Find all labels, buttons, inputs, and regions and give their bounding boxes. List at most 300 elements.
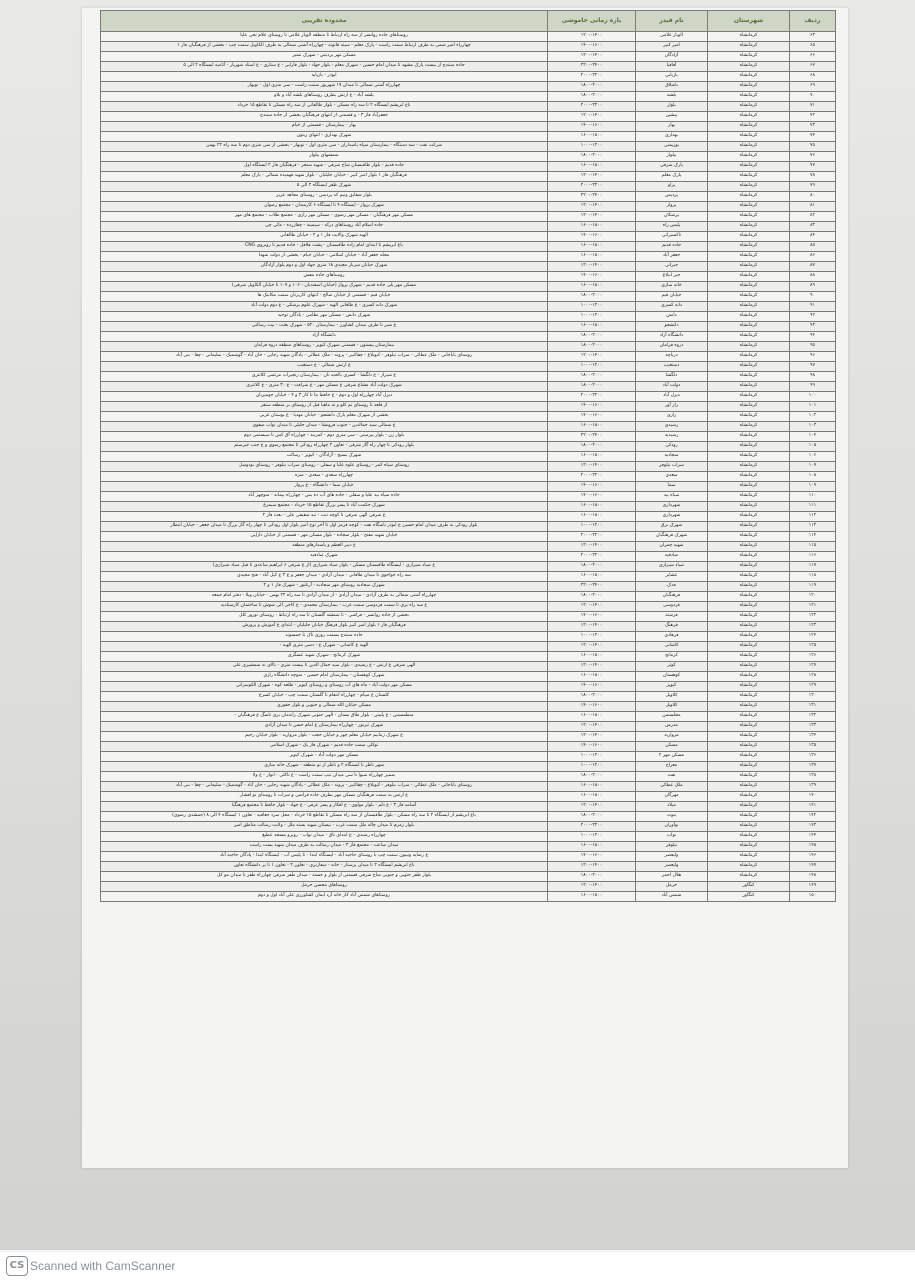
- row-number-cell: ۱۴۰: [790, 792, 836, 802]
- feeder-cell: مروارید: [636, 732, 708, 742]
- time-range-cell: ۱۶۰۰-۱۸۰۰: [548, 572, 636, 582]
- row-number-cell: ۸۴: [790, 232, 836, 242]
- row-number-cell: ۱۰۲: [790, 412, 836, 422]
- table-row: [101, 282, 836, 292]
- table-row: [101, 322, 836, 332]
- table-row: [101, 712, 836, 722]
- city-cell: کرمانشاه: [708, 742, 790, 752]
- feeder-cell: پرواز: [636, 202, 708, 212]
- row-number-cell: ۱۲۷: [790, 662, 836, 672]
- area-cell: ع شمالی سید جمالدین - جنوب فرونشا - میدان جلیلی تا میدان نواب صفوی: [101, 422, 548, 432]
- time-range-cell: ۱۲۰۰-۱۴۰۰: [548, 662, 636, 672]
- table-row: [101, 192, 836, 202]
- city-cell: کرمانشاه: [708, 562, 790, 572]
- time-range-cell: ۱۲۰۰-۱۴۰۰: [548, 862, 636, 872]
- city-cell: کرمانشاه: [708, 32, 790, 42]
- time-range-cell: ۱۶۰۰-۱۸۰۰: [548, 512, 636, 522]
- area-cell: بلوار زمزم تا میدان چاله ملل سمت غرب - بیستان شهید بسته ملل - ولایت رسالت مناطق امیر: [101, 822, 548, 832]
- city-cell: کرمانشاه: [708, 222, 790, 232]
- city-cell: کرمانشاه: [708, 252, 790, 262]
- row-number-cell: ۱۲۵: [790, 642, 836, 652]
- area-cell: آشامه فاز ۳ - ع دلم - بلوار مولوی - ع افکار و پسر عرفی - ع جهاد - بلوار حافظ تا مجتمع فرهنگیا: [101, 802, 548, 812]
- row-number-cell: ۱۱۹: [790, 582, 836, 592]
- area-cell: جعفرآباد فاز ۳ - و قسمتی از انتهای فرهنگیان بخشی از جاده سنندج: [101, 112, 548, 122]
- time-range-cell: ۱۸۰۰-۲۰۰۰: [548, 692, 636, 702]
- time-range-cell: ۱۲۰۰-۱۴۰۰: [548, 212, 636, 222]
- row-number-cell: ۱۴۱: [790, 802, 836, 812]
- area-cell: شهرک بسیج - آزادگان - کیوپر - رسالت: [101, 452, 548, 462]
- row-number-cell: ۱۳۲: [790, 712, 836, 722]
- time-range-cell: ۲۲۰۰-۲۴۰۰: [548, 582, 636, 592]
- row-number-cell: ۶۹: [790, 82, 836, 92]
- table-row: [101, 262, 836, 272]
- area-cell: جاده سیاه بید علیا و سفلی - جاده های آب ده بس - چهارراه بیمانه - منوچهر آباد: [101, 492, 548, 502]
- area-cell: ع صیاد شیرازی - ایستگاه طاقبستان مسکن - بلوار صیاد شیرازی (از ع شرقی ۶ ابراهیم ساعدی تا قبل صیاد شیرازی): [101, 562, 548, 572]
- row-number-cell: ۱۱۸: [790, 572, 836, 582]
- row-number-cell: ۱۴۵: [790, 842, 836, 852]
- area-cell: بلشه آباد - ع ارتش بطرف روستاهای بلشه آباد و بلاو: [101, 92, 548, 102]
- feeder-cell: بوزیمنی: [636, 142, 708, 152]
- time-range-cell: ۱۶۰۰-۱۸۰۰: [548, 892, 636, 902]
- feeder-cell: جاده قدیم: [636, 242, 708, 252]
- time-range-cell: ۲۰۰۰-۲۲۰۰: [548, 822, 636, 832]
- city-cell: کرمانشاه: [708, 92, 790, 102]
- feeder-cell: نوآوران: [636, 822, 708, 832]
- city-cell: کرمانشاه: [708, 602, 790, 612]
- area-cell: ع شیراز - ع دلگشا - کسری بالحیه نان - بیمارستان زنجیراب مرتضی کلانتری: [101, 372, 548, 382]
- table-row: [101, 752, 836, 762]
- area-cell: خیابان شهید مفتح - بلوار سجاده - بلوار مسکن مهر - قسمتی از خیابان داراپی: [101, 532, 548, 542]
- feeder-cell: دانشگاه آزاد: [636, 332, 708, 342]
- city-cell: کرمانشاه: [708, 782, 790, 792]
- area-cell: بلوار رودکی به طرف میدان امام حسین ع ابوذر باشگاه نفت - کوچه قرمز اول تا آخر نوح امیر بلوار اول رودکی تا چهار راه گاز بزرگ تا میدان جعفر - خیابان انتظار: [101, 522, 548, 532]
- time-range-cell: ۱۸۰۰-۲۰۰۰: [548, 592, 636, 602]
- row-number-cell: ۱۱۷: [790, 562, 836, 572]
- feeder-cell: بهار: [636, 122, 708, 132]
- table-row: [101, 772, 836, 782]
- city-cell: کرمانشاه: [708, 762, 790, 772]
- city-cell: کرمانشاه: [708, 152, 790, 162]
- row-number-cell: ۱۳۳: [790, 722, 836, 732]
- table-row: [101, 332, 836, 342]
- feeder-cell: کیوپر: [636, 682, 708, 692]
- table-row: [101, 882, 836, 892]
- feeder-cell: پزشکان: [636, 212, 708, 222]
- feeder-cell: امیر کبیر: [636, 42, 708, 52]
- row-number-cell: ۷۸: [790, 172, 836, 182]
- row-number-cell: ۱۲۲: [790, 612, 836, 622]
- time-range-cell: ۱۸۰۰-۲۰۰۰: [548, 82, 636, 92]
- area-cell: جاده سنندج از بیست پارک مشهد تا میدان امام حسین - شهرک معلم - بلوار جهاد - بلوار فارابی - ع ستاری - ع استاد شهریار - آتامیه ایستگاه ۲ الی ۵: [101, 62, 548, 72]
- row-number-cell: ۸۳: [790, 222, 836, 232]
- feeder-cell: رشیدیه: [636, 432, 708, 442]
- city-cell: کرمانشاه: [708, 802, 790, 812]
- row-number-cell: ۹۲: [790, 312, 836, 322]
- area-cell: الهیه شهرک والایت فاز ۱ و ۲ - خیابان طالقانی: [101, 232, 548, 242]
- area-cell: شهرک دانه کسری - ع طاقانی الهیه - شهرک علوم پزشکی - ع دوم دولت آباد: [101, 302, 548, 312]
- feeder-cell: دانشجو: [636, 322, 708, 332]
- feeder-cell: ولیعصر: [636, 862, 708, 872]
- time-range-cell: ۱۶۰۰-۱۸۰۰: [548, 282, 636, 292]
- row-number-cell: ۷۶: [790, 152, 836, 162]
- city-cell: کرمانشاه: [708, 572, 790, 582]
- area-cell: منطمستین - ع پلیس - بلوار طاق بستان - الهی جنوبی شهرک راندمان بری تاشگ ع فرهنگیان -: [101, 712, 548, 722]
- feeder-cell: فرشته: [636, 612, 708, 622]
- feeder-cell: کلاویل: [636, 702, 708, 712]
- table-row: [101, 202, 836, 212]
- feeder-cell: حرمل: [636, 882, 708, 892]
- time-range-cell: ۱۲۰۰-۱۴۰۰: [548, 462, 636, 472]
- feeder-cell: دروه فرامان: [636, 342, 708, 352]
- row-number-cell: ۹۰: [790, 292, 836, 302]
- time-range-cell: ۱۶۰۰-۱۸۰۰: [548, 222, 636, 232]
- area-cell: محله جعفر آباد - خیابان اسلامی - خیابان خیام - بخشی از دولت شهدا: [101, 252, 548, 262]
- city-cell: کرمانشاه: [708, 652, 790, 662]
- time-range-cell: ۲۰۰۰-۲۲۰۰: [548, 472, 636, 482]
- city-cell: کرمانشاه: [708, 812, 790, 822]
- row-number-cell: ۷۵: [790, 142, 836, 152]
- time-range-cell: ۱۴۰۰-۱۶۰۰: [548, 272, 636, 282]
- area-cell: روستای باباجانی - ملک عطائی - سراب نیلوفر - کیوبلاغ - چقاکبیر - پروند - ملک عطائی - پادگان شهید رجایی - خان آباد - گوشمیک - سلیمانی - چقا - بنی آباد: [101, 352, 548, 362]
- city-cell: کرمانشاه: [708, 462, 790, 472]
- area-cell: شهرک پرواز - ایستگاه ۴ تا ایستگاه ۶ کارمندان - مجتمع رضوان: [101, 202, 548, 212]
- table-row: [101, 642, 836, 652]
- feeder-cell: عشایر: [636, 572, 708, 582]
- feeder-cell: پارک شرقی: [636, 162, 708, 172]
- row-number-cell: ۱۲۸: [790, 672, 836, 682]
- table-row: [101, 52, 836, 62]
- row-number-cell: ۶۶: [790, 52, 836, 62]
- feeder-cell: جیر انبلاغ: [636, 272, 708, 282]
- feeder-cell: شهید چمران: [636, 542, 708, 552]
- time-range-cell: ۱۲۰۰-۱۴۰۰: [548, 262, 636, 272]
- feeder-cell: دلگشا: [636, 372, 708, 382]
- row-number-cell: ۱۴۹: [790, 882, 836, 892]
- table-row: [101, 442, 836, 452]
- row-number-cell: ۱۵۰: [790, 892, 836, 902]
- feeder-cell: نیلوفر: [636, 842, 708, 852]
- time-range-cell: ۲۲۰۰-۲۴۰۰: [548, 432, 636, 442]
- city-cell: کرمانشاه: [708, 302, 790, 312]
- city-cell: کرمانشاه: [708, 422, 790, 432]
- city-cell: کرمانشاه: [708, 872, 790, 882]
- table-row: [101, 82, 836, 92]
- feeder-cell: دیزل آباد: [636, 392, 708, 402]
- city-cell: کرمانشاه: [708, 452, 790, 462]
- table-row: [101, 672, 836, 682]
- feeder-cell: مخلستس: [636, 712, 708, 722]
- area-cell: بلوار ظفر جنوبی و جنوبی شاخ شرقی قسمتی از بلوار و جسته - میدان ظفر شرقی چهارراه ظفر تا میدان مو کل: [101, 872, 548, 882]
- feeder-cell: دانش: [636, 312, 708, 322]
- time-range-cell: ۱۴۰۰-۱۶۰۰: [548, 42, 636, 52]
- time-range-cell: ۱۴۰۰-۱۶۰۰: [548, 482, 636, 492]
- area-cell: روستاهای جاده بنفش: [101, 272, 548, 282]
- row-number-cell: ۸۲: [790, 212, 836, 222]
- time-range-cell: ۱۶۰۰-۱۸۰۰: [548, 452, 636, 462]
- city-cell: کرمانشاه: [708, 42, 790, 52]
- area-cell: ع دبیر العظم و پاسدارهای منطقه: [101, 542, 548, 552]
- city-cell: کرمانشاه: [708, 502, 790, 512]
- row-number-cell: ۱۴۶: [790, 852, 836, 862]
- table-row: [101, 582, 836, 592]
- area-cell: الهیه ع کاشانی - شهرک ع - دسی متری الهیه -: [101, 642, 548, 652]
- time-range-cell: ۱۶۰۰-۱۸۰۰: [548, 162, 636, 172]
- city-cell: کرمانشاه: [708, 642, 790, 652]
- area-cell: مسکن مهر پردیس - شهرک ممیز: [101, 52, 548, 62]
- row-number-cell: ۹۳: [790, 322, 836, 332]
- row-number-cell: ۱۰۱: [790, 402, 836, 412]
- feeder-cell: سما: [636, 482, 708, 492]
- time-range-cell: ۲۰۰۰-۲۲۰۰: [548, 102, 636, 112]
- table-row: [101, 412, 836, 422]
- feeder-cell: بیشین: [636, 112, 708, 122]
- area-cell: شهرک کوهستان - بیمارستان امام حسین - منوچه دانشگاه رازی: [101, 672, 548, 682]
- feeder-cell: سعدی: [636, 472, 708, 482]
- table-row: [101, 112, 836, 122]
- feeder-cell: پردیس: [636, 192, 708, 202]
- city-cell: کرمانشاه: [708, 852, 790, 862]
- area-cell: باغ ابریشم از ایستگاه ۲ تا سه راه مسکن - بلوار طاقبستان از سه راه مسکن تا تقاطع ۱۵ خرداد - محل سرد جعافیه - تعاون ۱ ایستگاه ۴ الی ۸ (جمشدی رضوی): [101, 812, 548, 822]
- feeder-cell: رازی: [636, 412, 708, 422]
- table-row: [101, 832, 836, 842]
- time-range-cell: ۱۰۰۰-۱۲۰۰: [548, 312, 636, 322]
- table-row: [101, 842, 836, 852]
- city-cell: کرمانشاه: [708, 352, 790, 362]
- area-cell: شمشهای بیلوار: [101, 152, 548, 162]
- feeder-cell: مسکن مهر ۲: [636, 752, 708, 762]
- city-cell: کرمانشاه: [708, 362, 790, 372]
- city-cell: کرمانشاه: [708, 472, 790, 482]
- time-range-cell: ۱۰۰۰-۱۲۰۰: [548, 752, 636, 762]
- city-cell: کرمانشاه: [708, 202, 790, 212]
- table-row: [101, 872, 836, 882]
- area-cell: میدان ساعت - مجتمع فاز ۳ - میدان رسالت به طرف میدان شهید بست راست: [101, 842, 548, 852]
- row-number-cell: ۸۱: [790, 202, 836, 212]
- row-number-cell: ۶۷: [790, 62, 836, 72]
- feeder-cell: تاکسیرانی: [636, 232, 708, 242]
- table-row: [101, 472, 836, 482]
- area-cell: سه راه خواجوی تا میدان طاقانی - میدان آزادی - میدان جعفر و ع ۳ ع کیل آباد - فتح مجیدی: [101, 572, 548, 582]
- city-cell: کرمانشاه: [708, 272, 790, 282]
- area-cell: چهارراه رشیدی - ع ابتدای تاق - میدان نواب - روبرو مسجد عطیع: [101, 832, 548, 842]
- time-range-cell: ۱۴۰۰-۱۶۰۰: [548, 402, 636, 412]
- table-row: [101, 72, 836, 82]
- header-area: محدوده تقریبی: [101, 11, 548, 32]
- time-range-cell: ۲۰۰۰-۲۲۰۰: [548, 552, 636, 562]
- city-cell: کرمانشاه: [708, 532, 790, 542]
- table-row: [101, 102, 836, 112]
- city-cell: کرمانشاه: [708, 492, 790, 502]
- row-number-cell: ۱۲۰: [790, 592, 836, 602]
- city-cell: کرمانشاه: [708, 282, 790, 292]
- city-cell: کرمانشاه: [708, 162, 790, 172]
- area-cell: شهرک دولت آباد مشاع شرقی ع مسکن مهر - ع شرافت - ع ۳۰ متری - ع کلانتری: [101, 382, 548, 392]
- row-number-cell: ۱۳۱: [790, 702, 836, 712]
- time-range-cell: ۱۰۰۰-۱۲۰۰: [548, 522, 636, 532]
- city-cell: کرمانشاه: [708, 442, 790, 452]
- row-number-cell: ۸۵: [790, 242, 836, 252]
- feeder-cell: سجادیه: [636, 452, 708, 462]
- city-cell: کرمانشاه: [708, 242, 790, 252]
- city-cell: کرمانشاه: [708, 62, 790, 72]
- feeder-cell: شهرداری: [636, 502, 708, 512]
- header-city: شهرستان: [708, 11, 790, 32]
- table-row: [101, 682, 836, 692]
- time-range-cell: ۲۰۰۰-۲۲۰۰: [548, 182, 636, 192]
- time-range-cell: ۱۸۰۰-۲۰۰۰: [548, 372, 636, 382]
- table-row: [101, 692, 836, 702]
- time-range-cell: ۱۶۰۰-۱۸۰۰: [548, 252, 636, 262]
- city-cell: کرمانشاه: [708, 332, 790, 342]
- city-cell: کرمانشاه: [708, 192, 790, 202]
- row-number-cell: ۱۳۶: [790, 752, 836, 762]
- table-row: [101, 142, 836, 152]
- row-number-cell: ۱۳۴: [790, 732, 836, 742]
- table-row: [101, 762, 836, 772]
- row-number-cell: ۸۹: [790, 282, 836, 292]
- row-number-cell: ۱۴۲: [790, 812, 836, 822]
- city-cell: کرمانشاه: [708, 622, 790, 632]
- table-row: [101, 232, 836, 242]
- feeder-cell: کوهستان: [636, 672, 708, 682]
- table-row: [101, 482, 836, 492]
- city-cell: کنگاور: [708, 892, 790, 902]
- area-cell: جاده اسلام آباد روستاهای درکه - سیمینه - چقازرده - مائی چی: [101, 222, 548, 232]
- table-row: [101, 502, 836, 512]
- area-cell: شهرک حکمت آباد تا پسر بزرگ تقاطع ۱۵ خرداد - مجتمع سیمرغ: [101, 502, 548, 512]
- row-number-cell: ۱۱۱: [790, 502, 836, 512]
- row-number-cell: ۹۱: [790, 302, 836, 312]
- table-row: [101, 522, 836, 532]
- area-cell: جاده قدیم - بلوار طاقبستان شاخ شرقی - شهید سنجر - فرهنگیان فاز ۲ ایستگاه اول: [101, 162, 548, 172]
- feeder-cell: معراج: [636, 762, 708, 772]
- area-cell: شهر ناظر تا ایستگاه ۲ و ناظر از تو منطقه - شهرک خانه سازی: [101, 762, 548, 772]
- table-row: [101, 702, 836, 712]
- row-number-cell: ۱۱۳: [790, 522, 836, 532]
- area-cell: مسکن مهر دولت آباد - شهرک کیوپر: [101, 752, 548, 762]
- time-range-cell: ۱۰۰۰-۱۲۰۰: [548, 302, 636, 312]
- feeder-cell: سیاه بید: [636, 492, 708, 502]
- row-number-cell: ۱۰۶: [790, 452, 836, 462]
- row-number-cell: ۹۴: [790, 332, 836, 342]
- feeder-cell: صیاد شیرازی: [636, 562, 708, 572]
- city-cell: کرمانشاه: [708, 792, 790, 802]
- row-number-cell: ۸۰: [790, 192, 836, 202]
- time-range-cell: ۱۲۰۰-۱۴۰۰: [548, 172, 636, 182]
- city-cell: کرمانشاه: [708, 382, 790, 392]
- row-number-cell: ۱۳۷: [790, 762, 836, 772]
- city-cell: کرمانشاه: [708, 412, 790, 422]
- city-cell: کرمانشاه: [708, 702, 790, 712]
- feeder-cell: ملک عطائی: [636, 782, 708, 792]
- area-cell: شرکت نفت - سه دستگاه - بیمارستان سپاه پاسداران - سی متری اول - نوبهار - بخشی از سی متری دوم تا سه راه ۲۲ بهمن: [101, 142, 548, 152]
- area-cell: خیابان قیم - قسمتی از خیابان صالح - انتهای کاربرتان سمت مکانیک ها: [101, 292, 548, 302]
- area-cell: بخشی از شهرک معلم پارک دانشجو - خیابان مهدیا - ع بوستان غربی: [101, 412, 548, 422]
- table-row: [101, 722, 836, 732]
- row-number-cell: ۷۴: [790, 132, 836, 142]
- area-cell: فرهنگیان فاز ۱ بلوار امیر کبیر - خیابان جلیلیان - بلوار شهید فهمیده شمالی - پارک معلم: [101, 172, 548, 182]
- time-range-cell: ۱۸۰۰-۲۰۰۰: [548, 92, 636, 102]
- table-row: [101, 782, 836, 792]
- table-row: [101, 362, 836, 372]
- feeder-cell: شهرک فرهنگیان: [636, 532, 708, 542]
- feeder-cell: ولیعصر: [636, 852, 708, 862]
- feeder-cell: رودکی: [636, 442, 708, 452]
- city-cell: کرمانشاه: [708, 142, 790, 152]
- feeder-cell: هلال احمر: [636, 872, 708, 882]
- feeder-cell: خیابان قیم: [636, 292, 708, 302]
- area-cell: مسکن مهر فرهنگیان - مسکن مهر رضوی - مسکن مهر رازی - مجتمع طلاب - مجتمع های مهر: [101, 212, 548, 222]
- time-range-cell: ۱۲۰۰-۱۴۰۰: [548, 882, 636, 892]
- area-cell: دیزل آباد چهارراه اول و دوم - ع حافظ ما تا کار ۳ و ۴ - خیابان جومیزبان: [101, 392, 548, 402]
- time-range-cell: ۱۸۰۰-۲۰۰۰: [548, 442, 636, 452]
- row-number-cell: ۱۱۲: [790, 512, 836, 522]
- time-range-cell: ۱۰۰۰-۱۲۰۰: [548, 632, 636, 642]
- time-range-cell: ۱۴۰۰-۱۶۰۰: [548, 122, 636, 132]
- city-cell: کرمانشاه: [708, 752, 790, 762]
- table-row: [101, 552, 836, 562]
- feeder-cell: بازیابی: [636, 72, 708, 82]
- area-cell: روستاهای شمس آباد کار خانه آرد ایمان کشاورزی علی آباد اول و دوم: [101, 892, 548, 902]
- time-range-cell: ۱۲۰۰-۱۴۰۰: [548, 732, 636, 742]
- table-row: [101, 342, 836, 352]
- city-cell: کرمانشاه: [708, 122, 790, 132]
- city-cell: کرمانشاه: [708, 172, 790, 182]
- city-cell: کرمانشاه: [708, 832, 790, 842]
- city-cell: کرمانشاه: [708, 722, 790, 732]
- time-range-cell: ۱۸۰۰-۲۰۰۰: [548, 772, 636, 782]
- city-cell: کرمانشاه: [708, 842, 790, 852]
- time-range-cell: ۱۰۰۰-۱۲۰۰: [548, 762, 636, 772]
- city-cell: کرمانشاه: [708, 52, 790, 62]
- feeder-cell: پلیس راه: [636, 222, 708, 232]
- row-number-cell: ۱۰۴: [790, 432, 836, 442]
- table-row: [101, 382, 836, 392]
- table-row: [101, 572, 836, 582]
- time-range-cell: ۱۴۰۰-۱۶۰۰: [548, 412, 636, 422]
- row-number-cell: ۱۱۶: [790, 552, 836, 562]
- table-row: [101, 122, 836, 132]
- city-cell: کنگاور: [708, 882, 790, 892]
- table-row: [101, 622, 836, 632]
- table-row: [101, 242, 836, 252]
- city-cell: کرمانشاه: [708, 402, 790, 412]
- area-cell: چهارراه آشتی شمالی به طرف آزادی - میدان آزادی - از میدان آزادی تا سه راه ۲۲ بهمن - خیابان ویلا - دفتر امام جمعه: [101, 592, 548, 602]
- city-cell: کرمانشاه: [708, 632, 790, 642]
- table-row: [101, 892, 836, 902]
- city-cell: کرمانشاه: [708, 772, 790, 782]
- time-range-cell: ۱۴۰۰-۱۶۰۰: [548, 232, 636, 242]
- feeder-cell: فرهادی: [636, 632, 708, 642]
- feeder-cell: دریاچه: [636, 352, 708, 362]
- area-cell: ع سه راه بری تا سمت فردوسی سمت غرب - بیمارستان محمدی - ع کاخی الی شوش تا ساختمان کارستادیه: [101, 602, 548, 612]
- table-row: [101, 32, 836, 42]
- table-row: [101, 512, 836, 522]
- city-cell: کرمانشاه: [708, 522, 790, 532]
- table-row: [101, 302, 836, 312]
- table-row: [101, 272, 836, 282]
- table-row: [101, 452, 836, 462]
- table-row: [101, 822, 836, 832]
- city-cell: کرمانشاه: [708, 592, 790, 602]
- feeder-cell: دستغیب: [636, 362, 708, 372]
- area-cell: ع شرقی الهی شرقی تا کوچه ثبت - تیه شقیقی علی - بعث فاز ۲: [101, 512, 548, 522]
- feeder-cell: باشلاق: [636, 82, 708, 92]
- time-range-cell: ۱۸۰۰-۲۰۰۰: [548, 152, 636, 162]
- time-range-cell: ۲۲۰۰-۲۴۰۰: [548, 192, 636, 202]
- area-cell: شهرک تیرنور - چهارراه بیمارستان ع امام حسن تا میدان آزادی: [101, 722, 548, 732]
- table-row: [101, 212, 836, 222]
